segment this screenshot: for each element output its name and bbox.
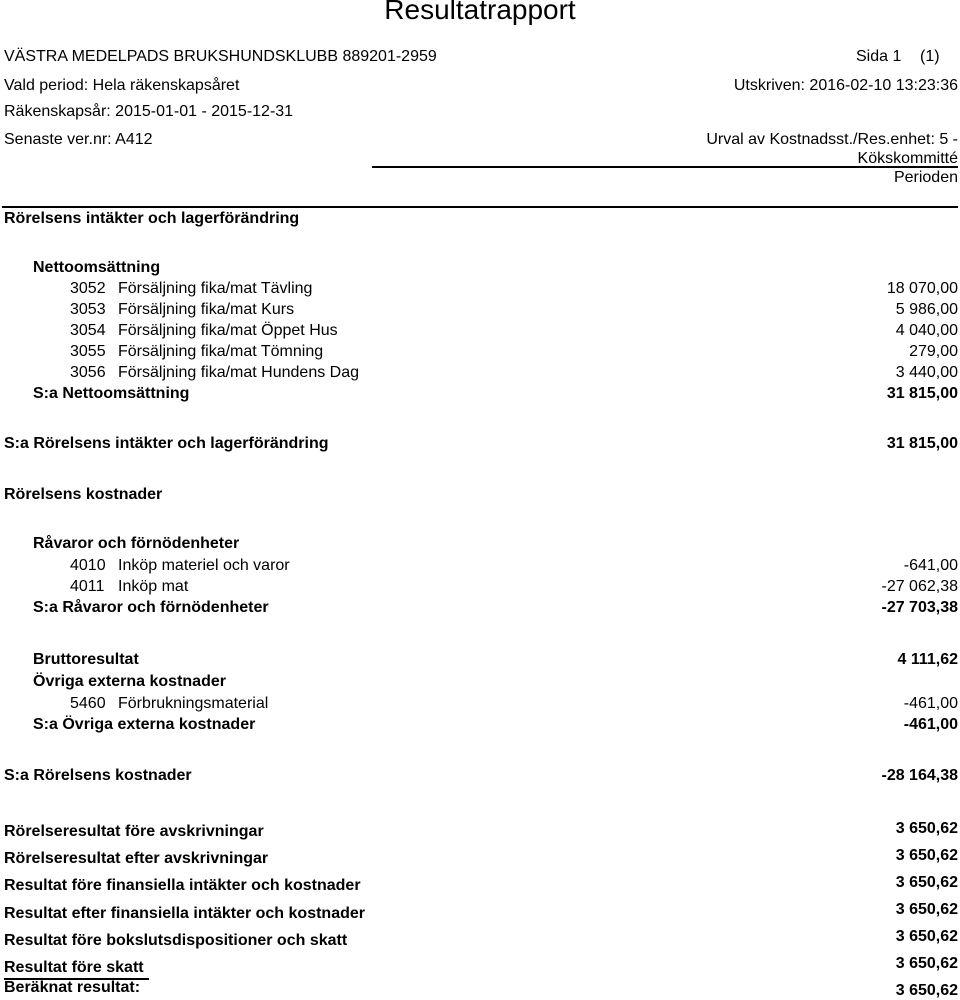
account-name: Inköp materiel och varor xyxy=(118,557,290,574)
result-value: 3 650,62 xyxy=(895,874,958,891)
income-sum: 31 815,00 xyxy=(886,435,958,452)
account-amount: 5 986,00 xyxy=(895,301,958,318)
account-number: 4010 xyxy=(70,557,106,574)
result-label: Resultat före skatt xyxy=(4,959,144,976)
materials-heading: Råvaror och förnödenheter xyxy=(33,535,240,552)
account-amount: 3 440,00 xyxy=(895,364,958,381)
other-costs-heading: Övriga externa kostnader xyxy=(33,673,226,690)
result-label: Rörelseresultat före avskrivningar xyxy=(4,823,264,840)
account-number: 3055 xyxy=(70,343,106,360)
account-amount: -461,00 xyxy=(903,695,958,712)
header-rule-bottom xyxy=(2,206,958,208)
result-value: 3 650,62 xyxy=(895,820,958,837)
gross-result-label: Bruttoresultat xyxy=(33,651,139,668)
account-amount: 4 040,00 xyxy=(895,322,958,339)
calculated-result-label: Beräknat resultat: xyxy=(4,979,141,996)
fiscal-year: Räkenskapsår: 2015-01-01 - 2015-12-31 xyxy=(4,103,294,120)
account-amount: -27 062,38 xyxy=(881,578,958,595)
account-amount: -641,00 xyxy=(903,557,958,574)
result-value: 3 650,62 xyxy=(895,928,958,945)
result-label: Rörelseresultat efter avskrivningar xyxy=(4,850,269,867)
printed-timestamp: Utskriven: 2016-02-10 13:23:36 xyxy=(733,77,958,94)
other-costs-sum-label: S:a Övriga externa kostnader xyxy=(33,716,256,733)
materials-sum: -27 703,38 xyxy=(881,599,958,616)
account-name: Försäljning fika/mat Tömning xyxy=(118,343,324,360)
account-name: Försäljning fika/mat Tävling xyxy=(118,280,313,297)
calculated-result-value: 3 650,62 xyxy=(895,982,958,999)
account-number: 3052 xyxy=(70,280,106,297)
latest-voucher-number: Senaste ver.nr: A412 xyxy=(4,131,153,148)
account-number: 3056 xyxy=(70,364,106,381)
result-label: Resultat före bokslutsdispositioner och skatt xyxy=(4,932,348,949)
result-value: 3 650,62 xyxy=(895,901,958,918)
account-amount: 279,00 xyxy=(909,343,958,360)
costs-sum: -28 164,38 xyxy=(881,767,958,784)
column-header-period: Perioden xyxy=(893,169,958,186)
account-number: 4011 xyxy=(70,578,105,595)
costs-sum-label: S:a Rörelsens kostnader xyxy=(4,767,192,784)
account-name: Inköp mat xyxy=(118,578,189,595)
account-number: 3053 xyxy=(70,301,106,318)
account-name: Förbrukningsmaterial xyxy=(118,695,269,712)
net-sales-heading: Nettoomsättning xyxy=(33,259,161,276)
net-sales-sum: 31 815,00 xyxy=(886,385,958,402)
materials-sum-label: S:a Råvaror och förnödenheter xyxy=(33,599,269,616)
selected-period: Vald period: Hela räkenskapsåret xyxy=(4,77,240,94)
filter-line-1: Urval av Kostnadsst./Res.enhet: 5 - xyxy=(706,131,958,148)
income-heading: Rörelsens intäkter och lagerförändring xyxy=(4,210,300,227)
net-sales-sum-label: S:a Nettoomsättning xyxy=(33,385,190,402)
page-number: Sida 1 xyxy=(856,48,902,65)
account-amount: 18 070,00 xyxy=(886,280,958,297)
account-number: 3054 xyxy=(70,322,106,339)
account-name: Försäljning fika/mat Öppet Hus xyxy=(118,322,338,339)
result-value: 3 650,62 xyxy=(895,955,958,972)
account-name: Försäljning fika/mat Kurs xyxy=(118,301,295,318)
filter-line-2: Kökskommitté xyxy=(857,150,958,167)
other-costs-sum: -461,00 xyxy=(903,716,958,733)
page-total: (1) xyxy=(920,48,940,65)
account-number: 5460 xyxy=(70,695,106,712)
result-label: Resultat före finansiella intäkter och kostnader xyxy=(4,877,361,894)
costs-heading: Rörelsens kostnader xyxy=(4,486,163,503)
organization-name: VÄSTRA MEDELPADS BRUKSHUNDSKLUBB 889201-2959 xyxy=(4,48,437,65)
gross-result-value: 4 111,62 xyxy=(897,651,958,668)
result-label: Resultat efter finansiella intäkter och kostnader xyxy=(4,905,365,922)
result-value: 3 650,62 xyxy=(895,847,958,864)
report-title: Resultatrapport xyxy=(384,0,576,25)
income-sum-label: S:a Rörelsens intäkter och lagerförändring xyxy=(4,435,329,452)
account-name: Försäljning fika/mat Hundens Dag xyxy=(118,364,360,381)
